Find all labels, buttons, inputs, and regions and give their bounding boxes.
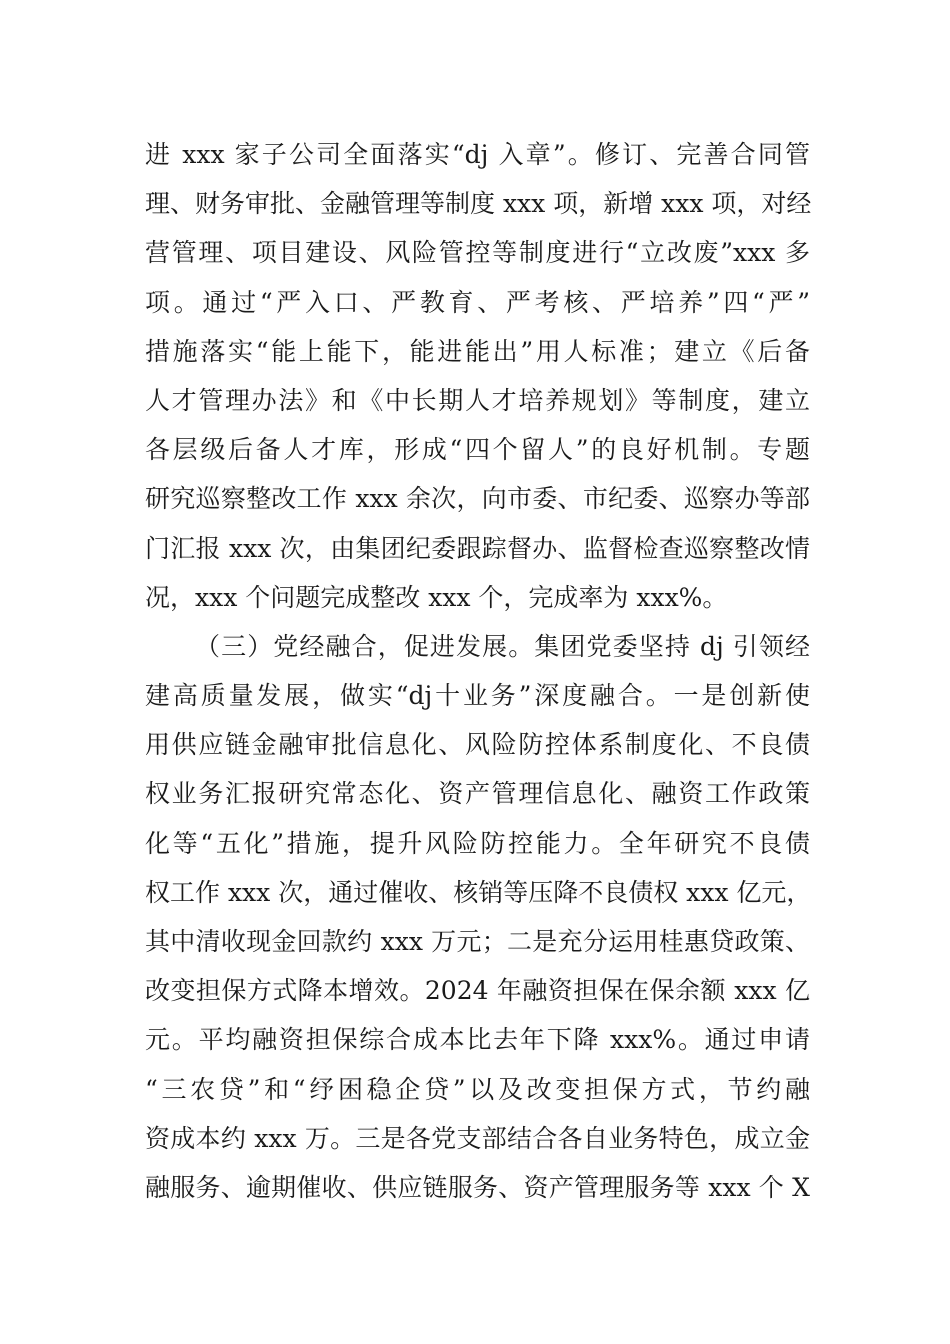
text-line: 建高质量发展，做实“dj十业务”深度融合。一是创新使 [145,681,810,711]
text-line: 研究巡察整改工作 xxx 余次，向市委、市纪委、巡察办等部 [145,484,810,514]
text-line: 措施落实“能上能下，能进能出”用人标准；建立《后备 [145,336,810,366]
text-line: 化等“五化”措施，提升风险防控能力。全年研究不良债 [145,828,810,858]
text-line: 项。通过“严入口、严教育、严考核、严培养”四“严” [145,287,810,317]
text-line: 用供应链金融审批信息化、风险防控体系制度化、不良债 [145,730,810,760]
text-line: 资成本约 xxx 万。三是各党支部结合各自业务特色，成立金 [145,1123,810,1153]
text-line: 各层级后备人才库，形成“四个留人”的良好机制。专题 [145,435,810,465]
paragraph-continued [145,130,810,622]
text-line: 人才管理办法》和《中长期人才培养规划》等制度，建立 [145,385,810,415]
text-line: 门汇报 xxx 次，由集团纪委跟踪督办、监督检查巡察整改情 [145,533,810,563]
text-line: 营管理、项目建设、风险管控等制度进行“立改废”xxx 多 [145,238,810,268]
text-line: 元。平均融资担保综合成本比去年下降 xxx%。通过申请 [145,1025,810,1055]
section-heading-line: （三）党经融合，促进发展。集团党委坚持 dj 引领经 [195,631,810,661]
document-body [145,130,810,1212]
text-line: 融服务、逾期催收、供应链服务、资产管理服务等 xxx 个 X [145,1172,810,1202]
text-line: 权工作 xxx 次，通过催收、核销等压降不良债权 xxx 亿元， [145,877,812,907]
text-line: 改变担保方式降本增效。2024 年融资担保在保余额 xxx 亿 [145,976,810,1006]
text-line: 进 xxx 家子公司全面落实“dj 入章”。修订、完善合同管 [145,140,810,169]
text-line: 其中清收现金回款约 xxx 万元；二是充分运用桂惠贷政策、 [145,927,810,956]
paragraph-section-three [145,622,810,1212]
text-line: 理、财务审批、金融管理等制度 xxx 项，新增 xxx 项，对经 [145,189,812,219]
text-line: 况，xxx 个问题完成整改 xxx 个，完成率为 xxx%。 [145,582,728,612]
text-line: 权业务汇报研究常态化、资产管理信息化、融资工作政策 [145,779,810,809]
text-line: “三农贷”和“纾困稳企贷”以及改变担保方式，节约融 [145,1074,810,1104]
